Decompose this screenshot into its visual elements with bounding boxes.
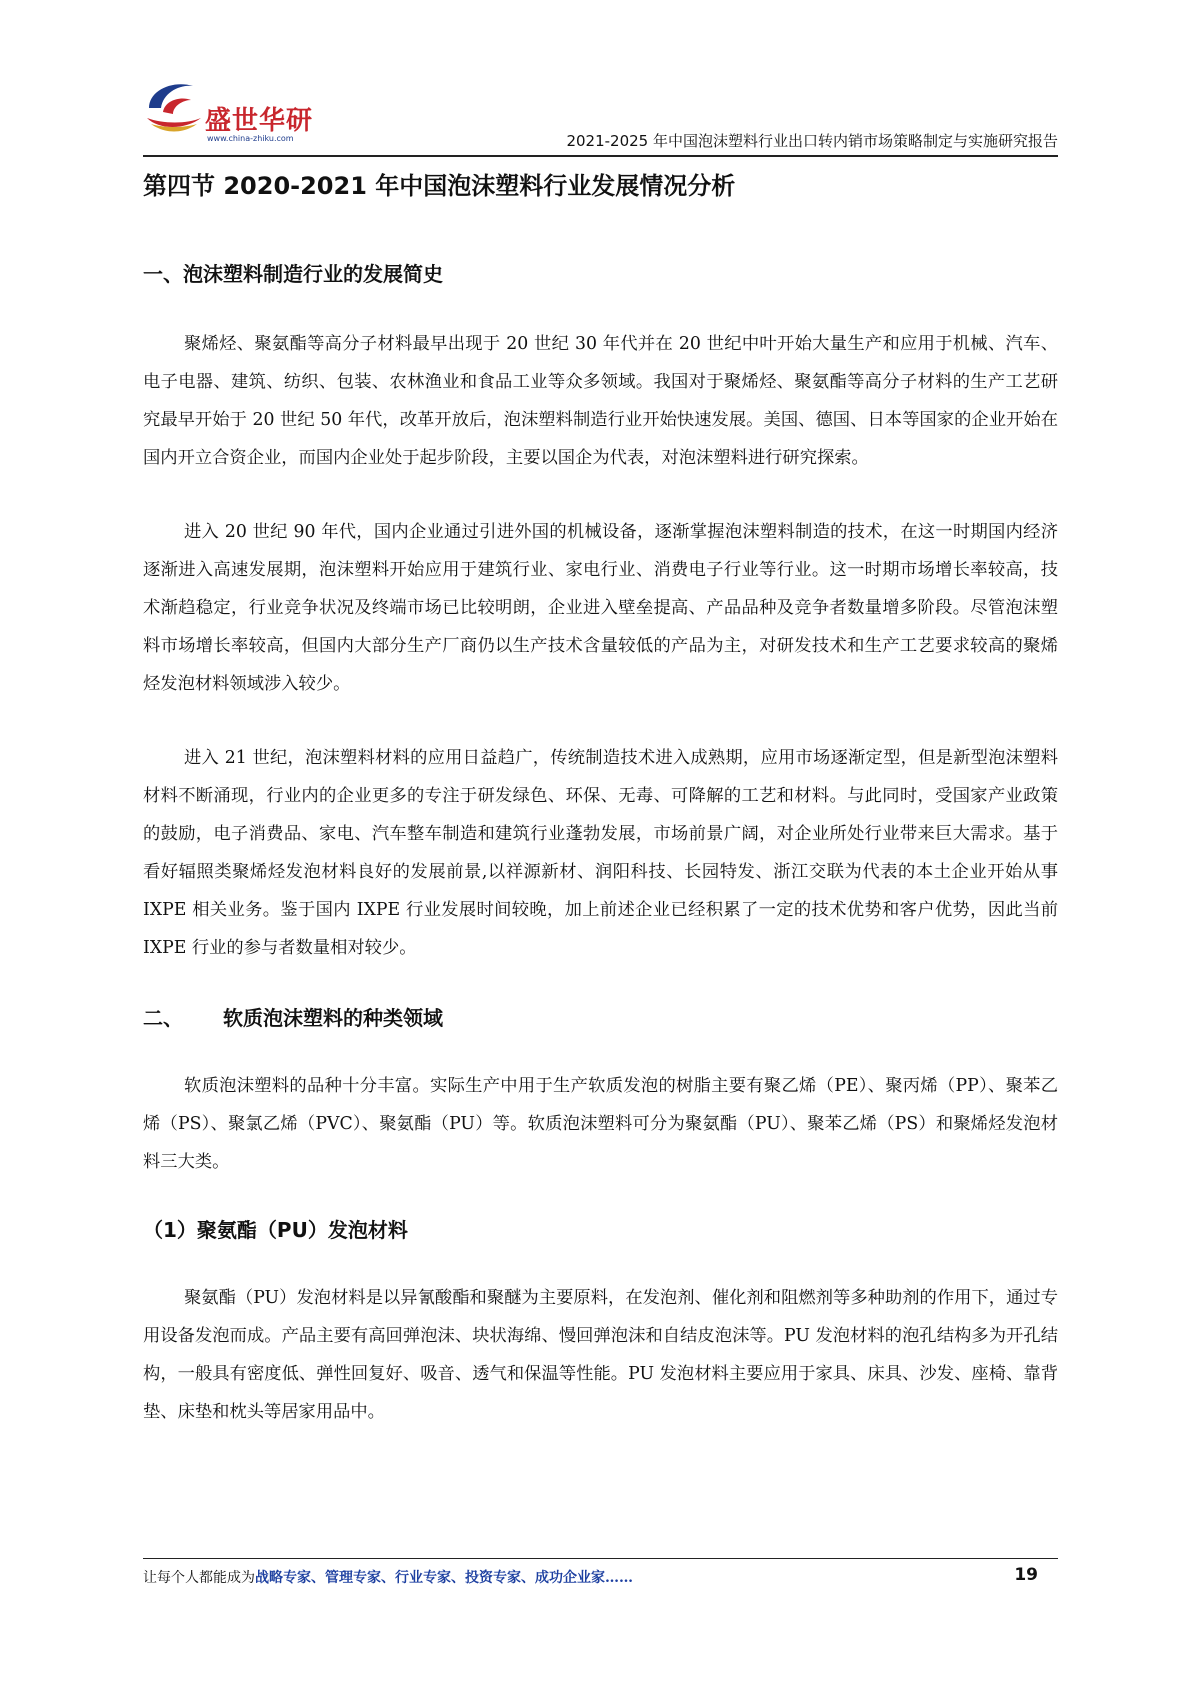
- page-header: [143, 78, 1058, 156]
- section-title: 第四节 2020-2021 年中国泡沫塑料行业发展情况分析: [143, 172, 736, 200]
- logo-url: www.china-zhiku.com: [207, 134, 294, 143]
- page-footer: [143, 1567, 1058, 1593]
- footer-slogan-prefix: 让每个人都能成为: [143, 1570, 255, 1586]
- paragraph-4: 软质泡沫塑料的品种十分丰富。实际生产中用于生产软质发泡的树脂主要有聚乙烯（PE）、聚丙烯（PP）、聚苯乙烯（PS）、聚氯乙烯（PVC）、聚氨酯（PU）等。软质泡沫塑料可分为聚氨酯（PU）、聚苯乙烯（PS）和聚烯烃发泡材料三大类。: [143, 1076, 1058, 1172]
- company-logo: [143, 78, 313, 148]
- page-number: 19: [1014, 1565, 1038, 1585]
- subsection-number: 二、: [143, 1006, 183, 1030]
- logo-swoosh-icon: [143, 78, 207, 140]
- logo-text: 盛世华研: [205, 106, 314, 136]
- paragraph-5: 聚氨酯（PU）发泡材料是以异氰酸酯和聚醚为主要原料，在发泡剂、催化剂和阻燃剂等多种助剂的作用下，通过专用设备发泡而成。产品主要有高回弹泡沫、块状海绵、慢回弹泡沫和自结皮泡沫等。PU 发泡材料的泡孔结构多为开孔结构，一般具有密度低、弹性回复好、吸音、透气和保温等性能。PU 发泡材料主要应用于家具、床具、沙发、座椅、靠背垫、床垫和枕头等居家用品中。: [143, 1288, 1058, 1422]
- paragraph-3: 进入 21 世纪，泡沫塑料材料的应用日益趋广，传统制造技术进入成熟期，应用市场逐渐定型，但是新型泡沫塑料材料不断涌现，行业内的企业更多的专注于研发绿色、环保、无毒、可降解的工艺和材料。与此同时，受国家产业政策的鼓励，电子消费品、家电、汽车整车制造和建筑行业蓬勃发展，市场前景广阔，对企业所处行业带来巨大需求。基于看好辐照类聚烯烃发泡材料良好的发展前景,以祥源新材、润阳科技、长园特发、浙江交联为代表的本土企业开始从事 IXPE 相关业务。鉴于国内 IXPE 行业发展时间较晚，加上前述企业已经积累了一定的技术优势和客户优势，因此当前 IXPE 行业的参与者数量相对较少。: [143, 748, 1058, 958]
- subsection-heading-history: 一、泡沫塑料制造行业的发展简史: [143, 262, 443, 286]
- subsection-heading-types: [143, 1003, 1058, 1033]
- subsection-title: 软质泡沫塑料的种类领域: [223, 1006, 443, 1030]
- page-content: [143, 160, 1058, 1431]
- footer-slogan-highlight: 战略专家、管理专家、行业专家、投资专家、成功企业家……: [255, 1570, 633, 1586]
- header-divider: [143, 155, 1058, 157]
- subsection-heading-pu: （1）聚氨酯（PU）发泡材料: [143, 1218, 408, 1242]
- paragraph-2: 进入 20 世纪 90 年代，国内企业通过引进外国的机械设备，逐渐掌握泡沫塑料制造的技术，在这一时期国内经济逐渐进入高速发展期，泡沫塑料开始应用于建筑行业、家电行业、消费电子行业等行业。这一时期市场增长率较高，技术渐趋稳定，行业竞争状况及终端市场已比较明朗，企业进入壁垒提高、产品品种及竞争者数量增多阶段。尽管泡沫塑料市场增长率较高，但国内大部分生产厂商仍以生产技术含量较低的产品为主，对研发技术和生产工艺要求较高的聚烯烃发泡材料领域涉入较少。: [143, 522, 1058, 694]
- paragraph-1: 聚烯烃、聚氨酯等高分子材料最早出现于 20 世纪 30 年代并在 20 世纪中叶开始大量生产和应用于机械、汽车、电子电器、建筑、纺织、包装、农林渔业和食品工业等众多领域。我国对于聚烯烃、聚氨酯等高分子材料的生产工艺研究最早开始于 20 世纪 50 年代，改革开放后，泡沫塑料制造行业开始快速发展。美国、德国、日本等国家的企业开始在国内开立合资企业，而国内企业处于起步阶段，主要以国企为代表，对泡沫塑料进行研究探索。: [143, 334, 1058, 468]
- footer-divider: [143, 1558, 1058, 1559]
- report-title: 2021-2025 年中国泡沫塑料行业出口转内销市场策略制定与实施研究报告: [566, 132, 1058, 150]
